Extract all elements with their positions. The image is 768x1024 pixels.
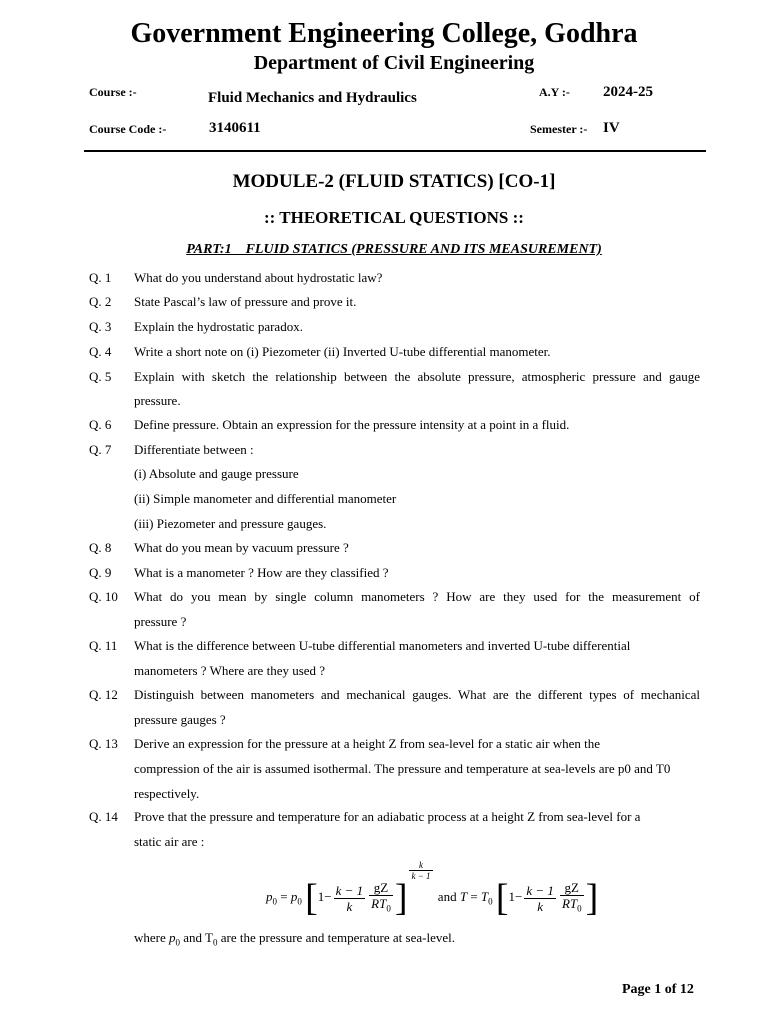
formula-and: and [437,889,457,904]
formula-minus: − [515,889,523,904]
exponent-num: k [419,860,423,870]
where-line [134,930,455,948]
question-number: Q. 7 [89,442,112,457]
formula-one: 1 [317,889,325,904]
formula-one: 1 [508,889,516,904]
formula-minus: − [324,889,332,904]
question-number: Q. 2 [89,294,112,309]
formula-k: k [346,898,353,914]
question-text: Write a short note on (i) Piezometer (ii) Inverted U-tube differential manometer. [134,344,551,359]
ay-value: 2024-25 [603,84,653,100]
formula-sub: 0 [386,903,391,914]
question-text: What is the difference between U-tube differential manometers and inverted U-tube differential [134,638,631,653]
formula-sub: 0 [272,896,277,907]
where-sub: 0 [213,937,218,948]
question-text: What is a manometer ? How are they classified ? [134,565,389,580]
question-text: Derive an expression for the pressure at a height Z from sea-level for a static air when the [134,736,601,751]
formula-k-minus-1: k − 1 [335,882,364,898]
left-bracket: [ [495,877,509,920]
module-title: MODULE-2 (FLUID STATICS) [CO-1] [232,171,556,192]
exponent-den: k − 1 [411,871,431,881]
where-p: p [169,930,176,945]
question-text-continued: compression of the air is assumed isothermal. The pressure and temperature at sea-levels are p0 and T0 [134,761,671,776]
right-bracket: ] [394,877,408,920]
exponent [409,860,432,881]
question-text: Explain with sketch the relationship between the absolute pressure, atmospheric pressure and gauge [134,369,700,384]
formula-sub: 0 [297,896,302,907]
header-divider [84,150,706,152]
question-text: What do you mean by vacuum pressure ? [134,540,349,555]
course-code-label: Course Code :- [89,122,167,136]
question-subitem: (iii) Piezometer and pressure gauges. [134,516,327,531]
question-text: What do you mean by single column manometers ? How are they used for the measurement of [134,589,700,604]
question-number: Q. 1 [89,270,112,285]
formula-t0: T [480,889,489,904]
question-number: Q. 13 [89,736,118,751]
question-number: Q. 5 [89,369,112,384]
question-text: What do you understand about hydrostatic law? [134,270,383,285]
question-text-continued: pressure gauges ? [134,712,226,727]
question-text: Distinguish between manometers and mechanical gauges. What are the different types of mechanical [134,687,700,702]
formula-p: p [266,889,273,904]
question-text-continued: manometers ? Where are they used ? [134,663,326,678]
question-number: Q. 8 [89,540,112,555]
formula-gz: gZ [369,880,393,896]
course-value: Fluid Mechanics and Hydraulics [208,90,417,106]
right-bracket: ] [585,877,599,920]
course-label: Course :- [89,85,137,99]
page-number: Page 1 of 12 [622,982,694,997]
formula-sub: 0 [577,903,582,914]
where-sub: 0 [175,937,181,948]
formula-t: T [459,889,468,904]
college-name: Government Engineering College, Godhra [130,18,638,49]
question-text: Explain the hydrostatic paradox. [134,319,303,334]
formula-k: k [537,898,544,914]
question-number: Q. 14 [89,809,118,824]
question-number: Q. 9 [89,565,112,580]
fraction-k [524,883,556,914]
question-number: Q. 6 [89,417,112,432]
formula-equals: = [280,889,288,904]
formula-k-minus-1: k − 1 [526,882,554,898]
question-text-continued: pressure ? [134,614,187,629]
formula-p0: p [290,889,298,904]
course-code-value: 3140611 [209,120,261,136]
question-text-continued: static air are : [134,834,205,849]
question-text: Prove that the pressure and temperature for an adiabatic process at a height Z from sea-level for a [134,809,641,824]
question-number: Q. 10 [89,589,118,604]
ay-label: A.Y :- [539,85,570,99]
question-text: Define pressure. Obtain an expression for the pressure intensity at a point in a fluid. [134,417,570,432]
question-number: Q. 3 [89,319,112,334]
question-text-continued: pressure. [134,393,181,408]
part-title: PART:1 FLUID STATICS (PRESSURE AND ITS MEASUREMENT) [186,242,602,257]
question-subitem: (ii) Simple manometer and differential manometer [134,491,397,506]
where-mid: and T [180,930,213,945]
adiabatic-formula [266,860,599,920]
formula-equals: = [470,889,478,904]
left-bracket: [ [305,877,318,920]
formula-rt: RT [371,895,387,911]
formula-gz: gZ [560,880,584,896]
question-text: Differentiate between : [134,442,254,457]
department-name: Department of Civil Engineering [253,52,535,74]
question-number: Q. 4 [89,344,112,359]
fraction-gz [560,880,584,917]
question-number: Q. 12 [89,687,118,702]
fraction-k [334,883,366,914]
question-number: Q. 11 [89,638,118,653]
semester-value: IV [603,120,620,136]
formula-sub: 0 [488,896,493,907]
question-text-continued: respectively. [134,786,200,801]
question-subitem: (i) Absolute and gauge pressure [134,466,299,481]
semester-label: Semester :- [530,122,588,136]
fraction-gz [369,880,393,917]
where-pre: where [134,930,170,945]
section-title: :: THEORETICAL QUESTIONS :: [264,208,524,227]
formula-rt: RT [561,895,578,911]
question-text: State Pascal’s law of pressure and prove it. [134,294,357,309]
where-post: are the pressure and temperature at sea-level. [217,930,455,945]
